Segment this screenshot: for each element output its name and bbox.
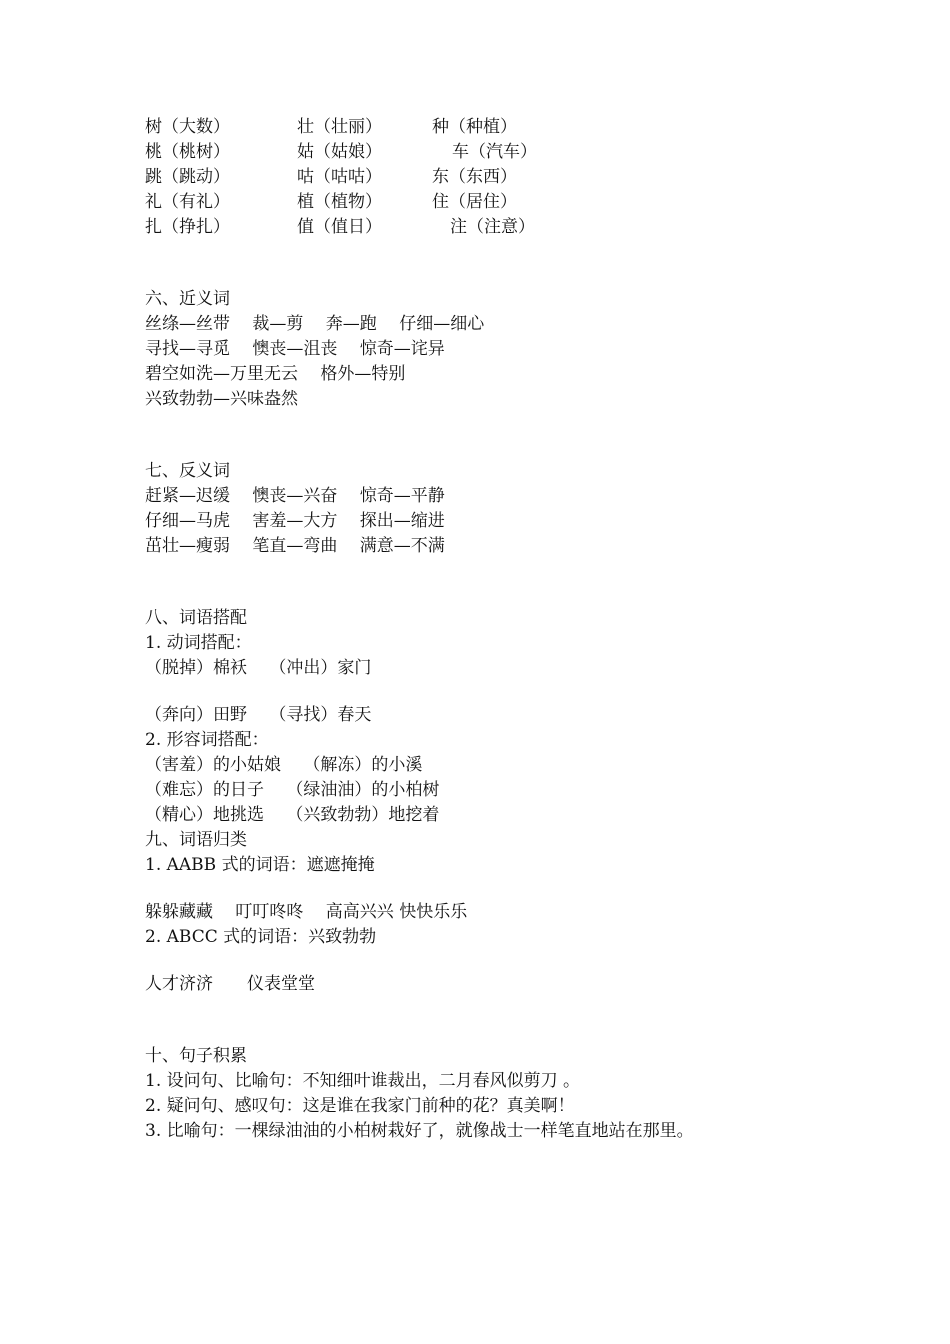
abcc-words: 人才济济 仪表堂堂 [145, 974, 315, 994]
polyphone-cell: 种（种植） [432, 117, 517, 137]
polyphone-cell: 车（汽车） [452, 142, 537, 162]
sentence-line: 1. 设问句、比喻句：不知细叶谁裁出，二月春风似剪刀 。 [145, 1071, 581, 1091]
polyphone-cell: 姑（姑娘） [297, 142, 382, 162]
synonym-line: 寻找—寻觅 懊丧—沮丧 惊奇—诧异 [145, 339, 445, 359]
verb-collocation-heading: 1. 动词搭配： [145, 633, 252, 653]
sentence-line: 3. 比喻句：一棵绿油油的小柏树栽好了，就像战士一样笔直地站在那里。 [145, 1121, 694, 1141]
aabb-words: 躲躲藏藏 叮叮咚咚 高高兴兴 快快乐乐 [145, 902, 468, 922]
polyphone-cell: 跳（跳动） [145, 167, 230, 187]
section-title-collocation: 八、词语搭配 [145, 608, 247, 628]
polyphone-cell: 住（居住） [432, 192, 517, 212]
polyphone-cell: 扎（挣扎） [145, 217, 230, 237]
polyphone-cell: 注（注意） [450, 217, 535, 237]
sentence-line: 2. 疑问句、感叹句：这是谁在我家门前种的花？真美啊！ [145, 1096, 575, 1116]
synonym-line: 碧空如洗—万里无云 格外—特别 [145, 364, 406, 384]
polyphone-cell: 东（东西） [432, 167, 517, 187]
polyphone-cell: 壮（壮丽） [297, 117, 382, 137]
polyphone-cell: 植（植物） [297, 192, 382, 212]
polyphone-cell: 咕（咕咕） [297, 167, 382, 187]
section-title-classification: 九、词语归类 [145, 830, 247, 850]
polyphone-cell: 值（值日） [297, 217, 382, 237]
section-title-sentences: 十、句子积累 [145, 1046, 247, 1066]
collocation-line: （脱掉）棉袄 （冲出）家门 [145, 658, 372, 678]
collocation-line: （害羞）的小姑娘 （解冻）的小溪 [145, 755, 423, 775]
synonym-line: 丝绦—丝带 裁—剪 奔—跑 仔细—细心 [145, 314, 485, 334]
adjective-collocation-heading: 2. 形容词搭配： [145, 730, 269, 750]
polyphone-cell: 树（大数） [145, 117, 230, 137]
section-title-antonyms: 七、反义词 [145, 461, 230, 481]
polyphone-cell: 桃（桃树） [145, 142, 230, 162]
antonym-line: 茁壮—瘦弱 笔直—弯曲 满意—不满 [145, 536, 445, 556]
collocation-line: （精心）地挑选 （兴致勃勃）地挖着 [145, 805, 440, 825]
synonym-line: 兴致勃勃—兴味盎然 [145, 389, 298, 409]
abcc-heading: 2. ABCC 式的词语：兴致勃勃 [145, 927, 377, 947]
antonym-line: 仔细—马虎 害羞—大方 探出—缩进 [145, 511, 445, 531]
section-title-synonyms: 六、近义词 [145, 289, 230, 309]
aabb-heading: 1. AABB 式的词语：遮遮掩掩 [145, 855, 375, 875]
collocation-line: （难忘）的日子 （绿油油）的小柏树 [145, 780, 440, 800]
polyphone-cell: 礼（有礼） [145, 192, 230, 212]
collocation-line: （奔向）田野 （寻找）春天 [145, 705, 372, 725]
antonym-line: 赶紧—迟缓 懊丧—兴奋 惊奇—平静 [145, 486, 445, 506]
